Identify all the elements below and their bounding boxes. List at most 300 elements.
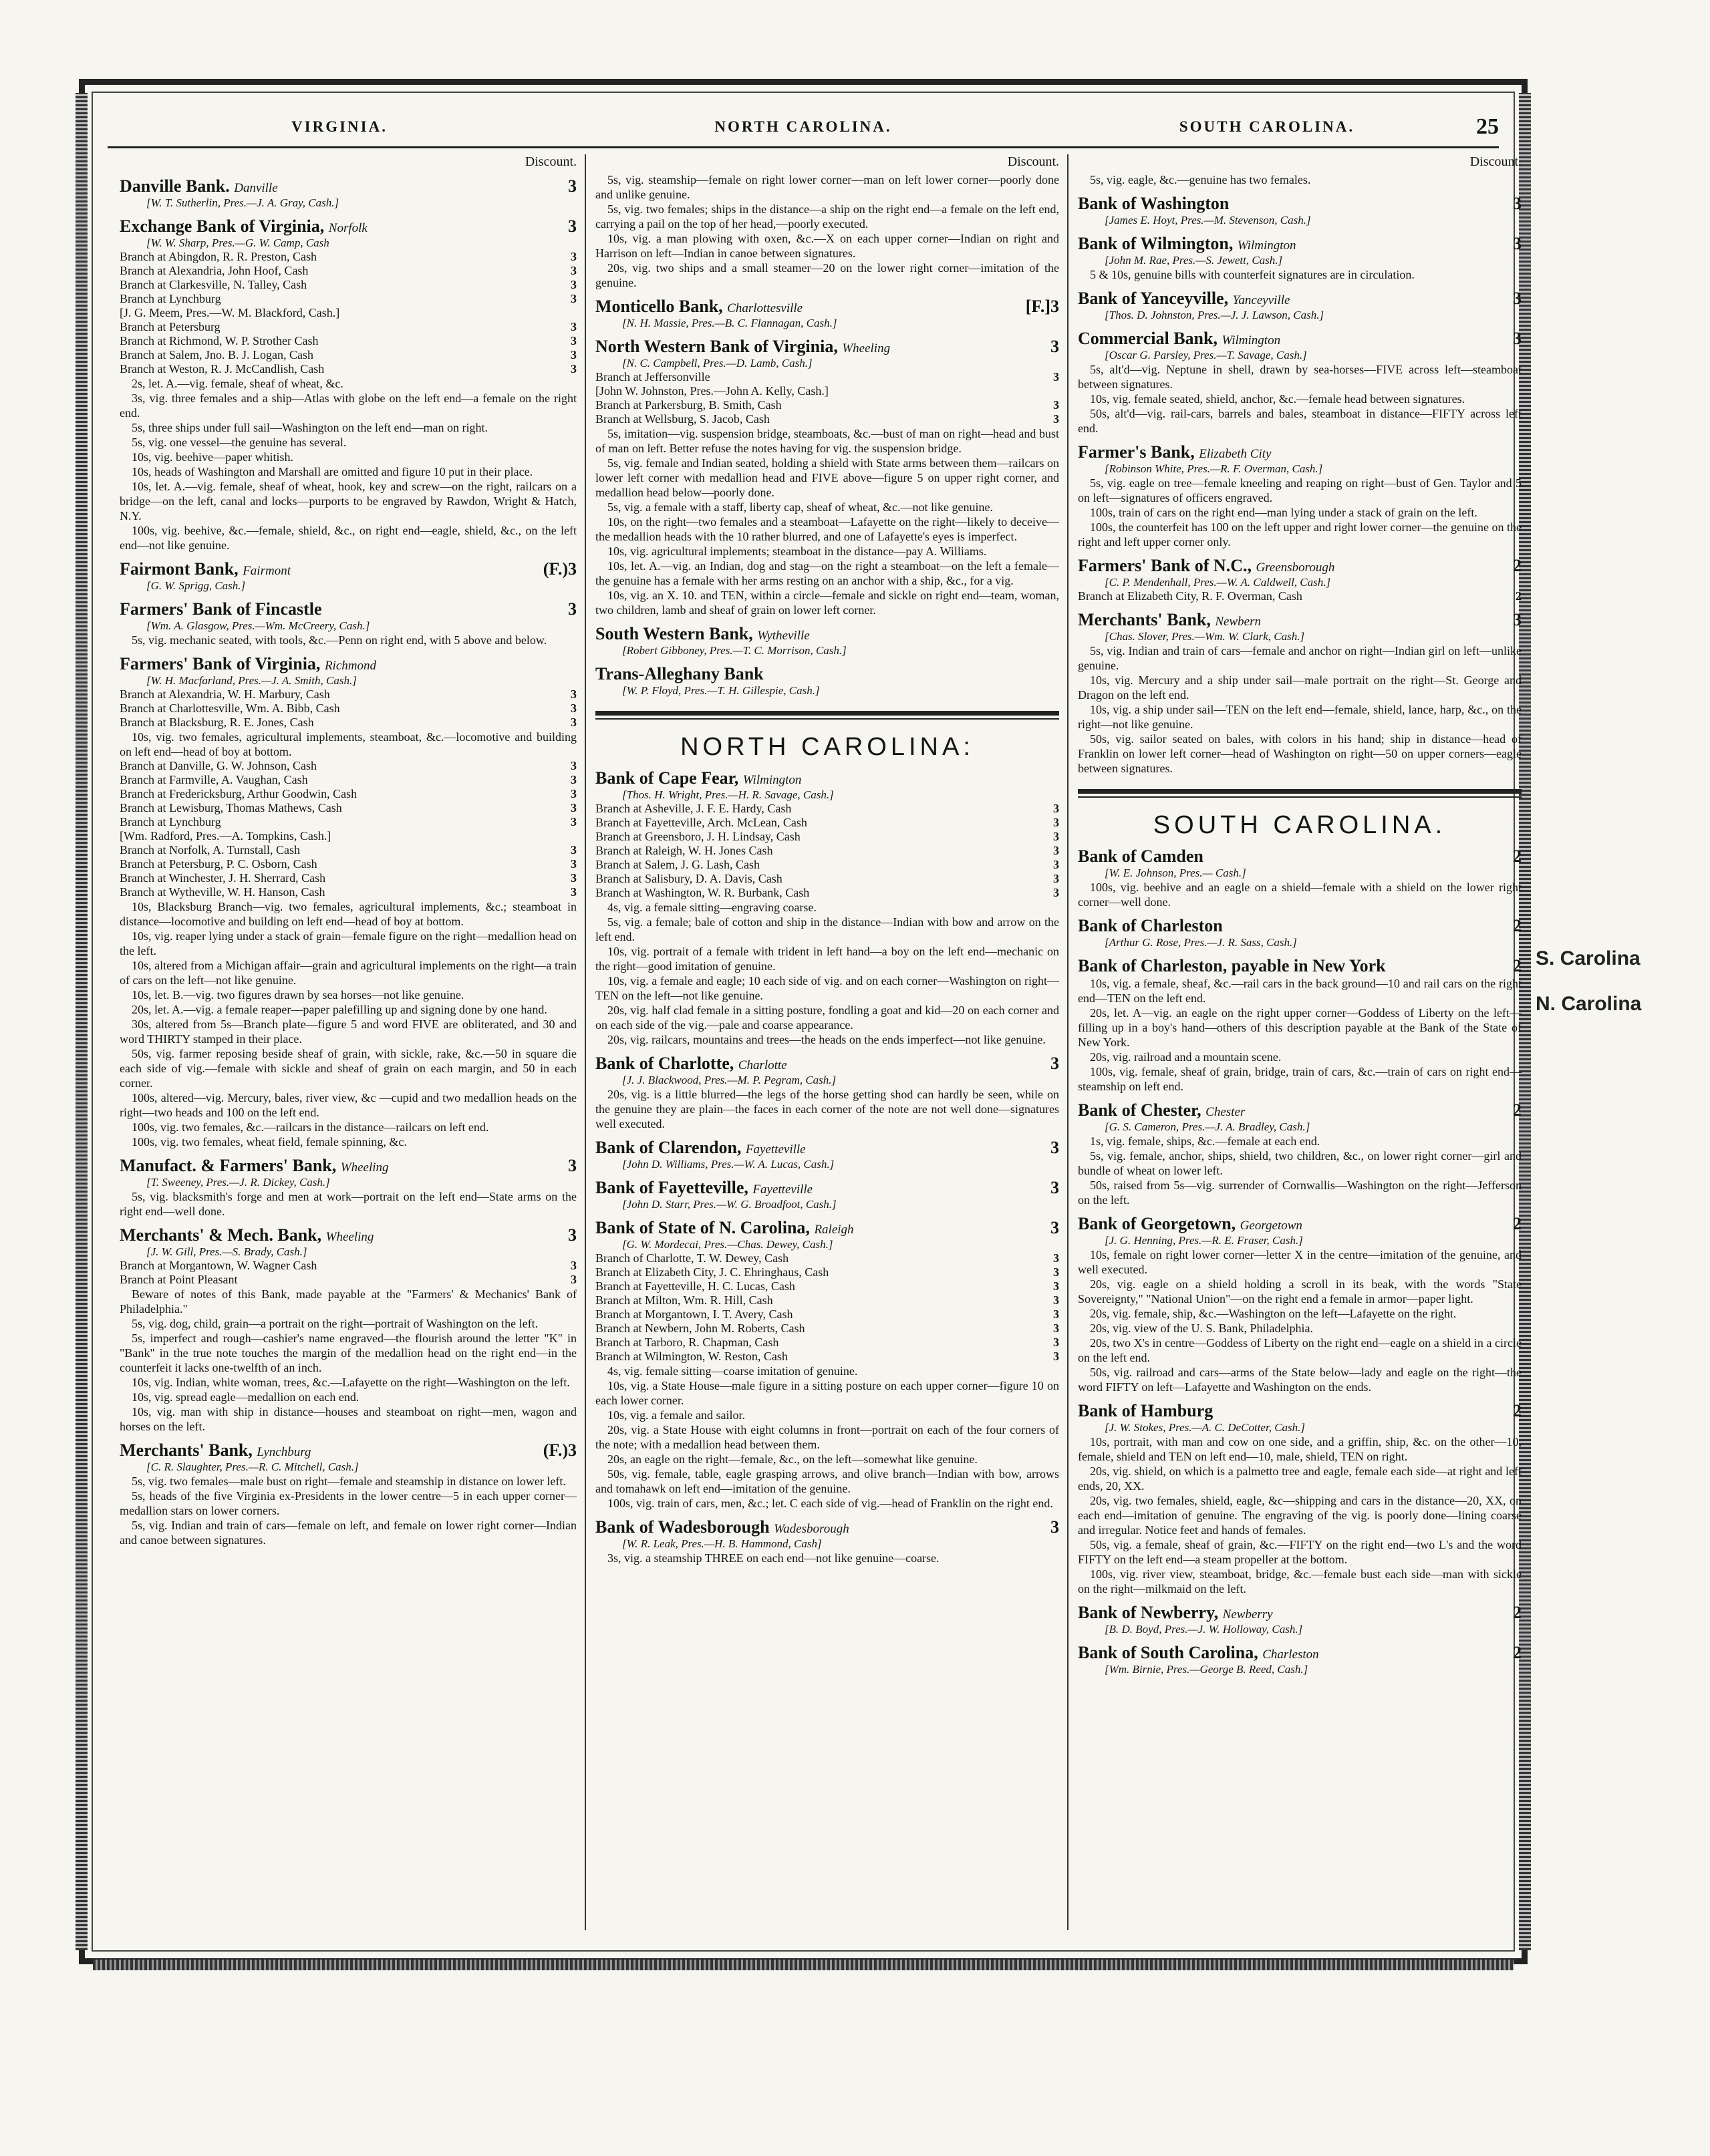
- note-entry: 100s, altered—vig. Mercury, bales, river view, &c —cupid and two medallion heads on the right—two heads and 100 on the left end.: [120, 1091, 577, 1119]
- bank-name: [595, 1054, 1059, 1074]
- bank-entry: [595, 337, 1059, 617]
- discount-rate: 3: [1513, 194, 1522, 213]
- discount-rate: 3: [1050, 1517, 1059, 1537]
- discount-rate: 3: [568, 1225, 577, 1245]
- branch-rate: 3: [571, 687, 577, 701]
- branch-row: [595, 1350, 1059, 1364]
- running-header: [108, 108, 1499, 148]
- bank-town: Wytheville: [757, 629, 810, 643]
- bank-name: [1078, 1603, 1522, 1623]
- note-entry: 100s, vig. river view, steamboat, bridge, &c.—female bust each side—man with sickle on the right—milkmaid on the left.: [1078, 1567, 1522, 1595]
- bank-list: [1078, 846, 1522, 1676]
- column-middle: [595, 154, 1059, 1930]
- branch-text: Branch at Charlottesville, Wm. A. Bibb, Cash: [120, 702, 340, 715]
- bank-officers: [C. R. Slaughter, Pres.—R. C. Mitchell, Cash.]: [146, 1460, 359, 1473]
- note-entry: Beware of notes of this Bank, made payable at the "Farmers' & Mechanics' Bank of Philadelphia.": [120, 1287, 577, 1316]
- bank-name: [595, 337, 1059, 357]
- bank-entry: [595, 1054, 1059, 1131]
- branch-text: Branch at Milton, Wm. R. Hill, Cash: [595, 1293, 773, 1307]
- branch-row: [595, 412, 1059, 426]
- bank-town: Georgetown: [1240, 1219, 1302, 1233]
- note-entry: 3s, vig. three females and a ship—Atlas with globe on the left end—a female on the right end.: [120, 392, 577, 420]
- branch-rate: 3: [571, 362, 577, 375]
- discount-label: Discount.: [525, 154, 577, 169]
- branch-text: Branch at Blacksburg, R. E. Jones, Cash: [120, 716, 314, 729]
- note-entry: 10s, heads of Washington and Marshall are omitted and figure 10 put in their place.: [132, 465, 533, 478]
- branch-rate: 3: [571, 334, 577, 347]
- discount-label: Discount.: [1469, 154, 1522, 169]
- branch-text: Branch at Danville, G. W. Johnson, Cash: [120, 759, 317, 772]
- note-entry: 10s, vig. portrait of a female with trident in left hand—a boy on the left end—mechanic on the right—good imitation of genuine.: [595, 945, 1059, 973]
- bank-name: [595, 1178, 1059, 1198]
- branch-row: [120, 857, 577, 871]
- branch-rate: 3: [571, 320, 577, 333]
- bank-officers: [N. H. Massie, Pres.—B. C. Flannagan, Cash.]: [622, 317, 837, 329]
- bank-town: Wilmington: [1222, 333, 1281, 347]
- branch-row: [595, 872, 1059, 886]
- branch-rate: 2: [1516, 589, 1522, 603]
- bank-officers: [Robinson White, Pres.—R. F. Overman, Cash.]: [1105, 462, 1323, 475]
- note-list: [1078, 172, 1522, 187]
- note-entry: 10s, vig. man with ship in distance—houses and steamboat on right—men, wagon and horses on the left.: [120, 1405, 577, 1433]
- branch-rate: 3: [571, 250, 577, 263]
- branch-text: Branch at Morgantown, W. Wagner Cash: [120, 1259, 317, 1272]
- branch-row: [595, 384, 1059, 398]
- left-ornament: [76, 93, 88, 1950]
- bank-entry: [595, 1138, 1059, 1171]
- discount-rate: 3: [568, 176, 577, 196]
- branch-text: Branch at Salisbury, D. A. Davis, Cash: [595, 872, 782, 885]
- branch-text: Branch at Fredericksburg, Arthur Goodwin, Cash: [120, 787, 358, 800]
- note-entry: 20s, two X's in centre—Goddess of Liberty on the right end—eagle on a shield in a circle on the left end.: [1078, 1336, 1522, 1364]
- bank-officers: [C. P. Mendenhall, Pres.—W. A. Caldwell, Cash.]: [1105, 576, 1331, 589]
- bank-name-text: Commercial Bank,: [1078, 329, 1218, 348]
- bank-town: Newberry: [1222, 1607, 1273, 1622]
- branch-row: [120, 773, 577, 787]
- note-entry: 5s, three ships under full sail—Washington on the left end—man on right.: [132, 421, 488, 434]
- branch-row: [120, 334, 577, 348]
- note-entry: 50s, vig. farmer reposing beside sheaf of grain, with sickle, rake, &c.—50 in square die each side of vig.—female with sickle and sheaf of grain on each margin, and 50 in each corner.: [120, 1047, 577, 1090]
- section-rule-thin: [1078, 796, 1522, 798]
- branch-text: Branch at Lynchburg: [120, 815, 221, 828]
- bank-officers: [G. W. Mordecai, Pres.—Chas. Dewey, Cash.]: [622, 1238, 833, 1251]
- branch-row: [120, 687, 577, 702]
- bank-town: Greensborough: [1256, 561, 1335, 575]
- branch-rate: 3: [571, 702, 577, 715]
- discount-rate: 2: [1513, 1401, 1522, 1420]
- note-entry: 50s, vig. female, table, eagle grasping arrows, and olive branch—Indian with bow, arrows and tomahawk on left end—imitation of the genuine.: [595, 1467, 1059, 1495]
- note-entry: 4s, vig. a female sitting—engraving coarse.: [607, 901, 817, 914]
- bank-officers: [John D. Williams, Pres.—W. A. Lucas, Cash.]: [622, 1158, 835, 1171]
- bank-town: Danville: [234, 181, 278, 195]
- bank-entry: [120, 599, 577, 647]
- branch-rate: 3: [571, 1273, 577, 1286]
- branch-rate: 3: [1053, 412, 1059, 426]
- bank-name-text: Exchange Bank of Virginia,: [120, 216, 325, 236]
- note-entry: 5s, vig. two females—male bust on right—female and steamship in distance on lower left.: [132, 1475, 566, 1488]
- branch-text: Branch at Lewisburg, Thomas Mathews, Cash: [120, 801, 342, 814]
- branch-row: [595, 1293, 1059, 1307]
- bank-entry: [1078, 442, 1522, 549]
- note-entry: 100s, vig. two females, wheat field, female spinning, &c.: [132, 1135, 407, 1148]
- branch-rate: 3: [1053, 1336, 1059, 1349]
- branch-rate: 3: [571, 857, 577, 871]
- branch-row: [595, 1279, 1059, 1293]
- branch-text: Branch at Wytheville, W. H. Hanson, Cash: [120, 885, 325, 899]
- branch-text: [John W. Johnston, Pres.—John A. Kelly, Cash.]: [595, 384, 829, 398]
- branch-row: [120, 829, 577, 843]
- bank-name-text: Farmers' Bank of Virginia,: [120, 654, 321, 673]
- branch-row: [120, 885, 577, 899]
- branch-row: [120, 264, 577, 278]
- branch-row: [120, 702, 577, 716]
- branch-text: [J. G. Meem, Pres.—W. M. Blackford, Cash.]: [120, 306, 340, 319]
- note-entry: 20s, vig. two females, shield, eagle, &c—shipping and cars in the distance—20, XX, on each end—imitation of genuine. The engraving of the vig. is poorly done—lining coarse and irregular. Notice feet and hands of females.: [1078, 1494, 1522, 1537]
- branch-rate: 3: [571, 885, 577, 899]
- discount-rate: 2: [1513, 556, 1522, 575]
- note-entry: 10s, female on right lower corner—letter X in the centre—imitation of the genuine, and well executed.: [1078, 1248, 1522, 1276]
- note-entry: 10s, vig. Mercury and a ship under sail—male portrait on the right—St. George and Dragon on the left end.: [1078, 673, 1522, 702]
- discount-rate: 3: [1050, 1138, 1059, 1157]
- branch-rate: 3: [1053, 816, 1059, 829]
- bank-name-text: Bank of Camden: [1078, 846, 1203, 866]
- note-entry: 5s, vig. Indian and train of cars—female on left, and female on lower right corner—Indian and canoe between signatures.: [120, 1519, 577, 1547]
- note-entry: 100s, vig. train of cars, men, &c.; let. C each side of vig.—head of Franklin on the right end.: [607, 1497, 1053, 1510]
- branch-rate: 3: [1053, 858, 1059, 871]
- bank-name-text: Trans-Alleghany Bank: [595, 664, 764, 683]
- branch-text: Branch at Weston, R. J. McCandlish, Cash: [120, 362, 325, 375]
- note-entry: 100s, vig. female, sheaf of grain, bridge, train of cars, &c.—train of cars on right end—steamship on left end.: [1078, 1065, 1522, 1093]
- bank-town: Yanceyville: [1232, 293, 1290, 307]
- branch-text: Branch at Morgantown, I. T. Avery, Cash: [595, 1307, 793, 1321]
- note-entry: 20s, vig. shield, on which is a palmetto tree and eagle, female each side—at right and left ends, 20, XX.: [1078, 1465, 1522, 1493]
- bank-name-text: Bank of Washington: [1078, 194, 1230, 213]
- bank-officers: [Wm. A. Glasgow, Pres.—Wm. McCreery, Cash.]: [146, 619, 370, 632]
- header-left: VIRGINIA.: [291, 118, 388, 135]
- bank-officers: [W. R. Leak, Pres.—H. B. Hammond, Cash]: [622, 1537, 822, 1550]
- note-entry: 20s, vig. half clad female in a sitting posture, fondling a goat and kid—20 on each corner and on each side of the vig.—pale and coarse appearance.: [595, 1004, 1059, 1032]
- bank-name-text: Fairmont Bank,: [120, 559, 239, 579]
- bank-officers: [J. W. Gill, Pres.—S. Brady, Cash.]: [146, 1245, 307, 1258]
- note-entry: 10s, vig. a female, sheaf, &c.—rail cars in the back ground—10 and rail cars on the right end—TEN on the left end.: [1078, 977, 1522, 1005]
- branch-rate: 3: [1053, 872, 1059, 885]
- section-rule: [595, 711, 1059, 716]
- note-entry: 10s, vig. spread eagle—medallion on each end.: [132, 1390, 360, 1404]
- discount-rate: 3: [1513, 234, 1522, 253]
- bank-name: [1078, 1214, 1522, 1234]
- bank-entry: [1078, 289, 1522, 322]
- bank-name: [1078, 916, 1522, 936]
- bank-name-text: Bank of Georgetown,: [1078, 1214, 1236, 1233]
- bank-name-text: Bank of Wadesborough: [595, 1517, 770, 1537]
- branch-text: Branch at Wilmington, W. Reston, Cash: [595, 1350, 788, 1363]
- bank-entry: [120, 559, 577, 593]
- bank-entry: [595, 1178, 1059, 1211]
- note-entry: 2s, let. A.—vig. female, sheaf of wheat, &c.: [132, 377, 343, 390]
- note-entry: 10s, vig. a man plowing with oxen, &c.—X on each upper corner—Indian on right and Harrison on left—Indian in canoe between signatures.: [595, 232, 1059, 260]
- bank-officers: [James E. Hoyt, Pres.—M. Stevenson, Cash.]: [1105, 214, 1311, 226]
- branch-row: [595, 858, 1059, 872]
- branch-text: Branch at Salem, J. G. Lash, Cash: [595, 858, 760, 871]
- note-entry: 10s, vig. an X. 10. and TEN, within a circle—female and sickle on right end—team, woman, two children, lamb and sheaf of grain on lower left corner.: [595, 589, 1059, 617]
- bank-officers: [W. W. Sharp, Pres.—G. W. Camp, Cash: [146, 237, 329, 249]
- branch-text: Branch at Petersburg, P. C. Osborn, Cash: [120, 857, 317, 871]
- bank-entry: [1078, 846, 1522, 909]
- branch-rate: 3: [571, 278, 577, 291]
- branch-rate: 3: [571, 292, 577, 305]
- branch-row: [120, 1259, 577, 1273]
- branch-rate: 3: [1053, 1265, 1059, 1279]
- branch-rate: 3: [571, 264, 577, 277]
- branch-text: Branch at Greensboro, J. H. Lindsay, Cash: [595, 830, 801, 843]
- column-rule: [585, 154, 586, 1930]
- branch-rate: 3: [1053, 1350, 1059, 1363]
- section-rule: [1078, 789, 1522, 794]
- note-entry: 10s, on the right—two females and a steamboat—Lafayette on the right—likely to deceive—the medallion heads with the 10 rather blurred, and one of Lafayette's eyes is imperfect.: [595, 515, 1059, 543]
- branch-text: Branch at Winchester, J. H. Sherrard, Cash: [120, 871, 326, 885]
- bank-entry: [1078, 916, 1522, 949]
- bank-name: [120, 599, 577, 619]
- note-entry: 100s, train of cars on the right end—man lying under a stack of grain on the left.: [1090, 506, 1477, 519]
- discount-rate: 2: [1513, 956, 1522, 975]
- note-entry: 5s, vig. female, anchor, ships, shield, two children, &c., on lower right corner—girl and bundle of wheat on lower left.: [1078, 1149, 1522, 1177]
- branch-rate: 3: [571, 1259, 577, 1272]
- note-entry: 5s, vig. steamship—female on right lower corner—man on left lower corner—poorly done and unlike genuine.: [595, 173, 1059, 201]
- branch-row: [120, 815, 577, 829]
- bank-list: [595, 768, 1059, 1565]
- discount-rate: 3: [1513, 329, 1522, 348]
- bank-name-text: Farmers' Bank of N.C.,: [1078, 556, 1252, 575]
- bank-name: [595, 624, 1059, 644]
- note-entry: 50s, raised from 5s—vig. surrender of Cornwallis—Washington on the right—Jefferson on the left.: [1078, 1179, 1522, 1207]
- bank-officers: [W. H. Macfarland, Pres.—J. A. Smith, Cash.]: [146, 674, 357, 687]
- bank-officers: [B. D. Boyd, Pres.—J. W. Holloway, Cash.]: [1105, 1623, 1303, 1636]
- note-entry: 10s, vig. a ship under sail—TEN on the left end—female, shield, lance, harp, &c., on the right—not like genuine.: [1078, 703, 1522, 731]
- branch-row: [120, 348, 577, 362]
- bank-name-text: Manufact. & Farmers' Bank,: [120, 1156, 337, 1175]
- note-list: [595, 172, 1059, 290]
- bank-list: [595, 297, 1059, 698]
- branch-text: Branch of Charlotte, T. W. Dewey, Cash: [595, 1251, 789, 1265]
- branch-row: [595, 1251, 1059, 1265]
- bank-name-text: Bank of Hamburg: [1078, 1401, 1214, 1420]
- branch-rate: 3: [1053, 844, 1059, 857]
- bank-town: Chester: [1205, 1105, 1246, 1119]
- branch-rate: 3: [1053, 370, 1059, 383]
- discount-rate: 2: [1513, 916, 1522, 935]
- bank-entry: [120, 654, 577, 1149]
- branch-text: Branch at Abingdon, R. R. Preston, Cash: [120, 250, 317, 263]
- bank-list: [1078, 194, 1522, 776]
- discount-rate: 2: [1513, 1214, 1522, 1233]
- bank-name-text: Bank of State of N. Carolina,: [595, 1218, 810, 1237]
- branch-text: Branch at Elizabeth City, J. C. Ehringhaus, Cash: [595, 1265, 829, 1279]
- discount-rate: 3: [568, 1156, 577, 1175]
- bank-name: [1078, 194, 1522, 214]
- bank-town: Wheeling: [325, 1230, 374, 1244]
- margin-label-n-carolina: N. Carolina: [1536, 993, 1642, 1015]
- branch-row: [1078, 589, 1522, 603]
- bank-officers: [Wm. Birnie, Pres.—George B. Reed, Cash.]: [1105, 1663, 1308, 1676]
- bank-town: Lynchburg: [257, 1445, 311, 1459]
- bank-entry: [1078, 1401, 1522, 1596]
- bank-name: [1078, 556, 1522, 576]
- note-entry: 1s, vig. female, ships, &c.—female at each end.: [1090, 1134, 1320, 1148]
- branch-text: Branch at Elizabeth City, R. F. Overman, Cash: [1078, 589, 1302, 603]
- bank-name-text: Merchants' Bank,: [1078, 610, 1211, 629]
- branch-row: [120, 1273, 577, 1287]
- bank-entry: [120, 176, 577, 210]
- bank-name: [120, 216, 577, 237]
- note-entry: 50s, vig. railroad and cars—arms of the State below—lady and eagle on the right—the word FIFTY on left—Lafayette and Washington on the ends.: [1078, 1366, 1522, 1394]
- bank-entry: [1078, 1100, 1522, 1207]
- note-entry: 30s, altered from 5s—Branch plate—figure 5 and word FIVE are obliterated, and 30 and word THIRTY stamped in their place.: [120, 1018, 577, 1046]
- note-entry: 100s, vig. beehive, &c.—female, shield, &c., on right end—eagle, shield, &c., on the left end—not like genuine.: [120, 524, 577, 552]
- branch-row: [595, 370, 1059, 384]
- branch-rate: 3: [1053, 1322, 1059, 1335]
- branch-text: Branch at Parkersburg, B. Smith, Cash: [595, 398, 782, 412]
- branch-rate: 3: [1053, 802, 1059, 815]
- bank-entry: [1078, 1214, 1522, 1394]
- bank-name: [120, 1440, 577, 1460]
- bank-name-text: Bank of Yanceyville,: [1078, 289, 1229, 308]
- branch-rate: 3: [1053, 1251, 1059, 1265]
- bank-officers: [T. Sweeney, Pres.—J. R. Dickey, Cash.]: [146, 1176, 330, 1189]
- bank-entry: [120, 1440, 577, 1547]
- bank-name-text: Bank of Chester,: [1078, 1100, 1201, 1120]
- note-entry: 50s, alt'd—vig. rail-cars, barrels and bales, steamboat in distance—FIFTY across left end.: [1078, 407, 1522, 435]
- bank-name: [1078, 610, 1522, 630]
- discount-rate: 3: [568, 216, 577, 236]
- bank-entry: [1078, 234, 1522, 282]
- branch-text: Branch at Salem, Jno. B. J. Logan, Cash: [120, 348, 313, 361]
- bank-entry: [595, 297, 1059, 330]
- bank-town: Wilmington: [742, 773, 802, 787]
- note-entry: 20s, an eagle on the right—female, &c., on the left—somewhat like genuine.: [607, 1452, 978, 1466]
- page-frame: [79, 79, 1528, 1964]
- note-entry: 10s, portrait, with man and cow on one side, and a griffin, ship, &c. on the other—10, female, shield and TEN on left end—10, male, shield, TEN on right.: [1078, 1435, 1522, 1463]
- bank-name: [595, 1138, 1059, 1158]
- bank-officers: [Arthur G. Rose, Pres.—J. R. Sass, Cash.]: [1105, 936, 1297, 949]
- bank-name: [1078, 329, 1522, 349]
- bank-entry: [1078, 1603, 1522, 1636]
- note-entry: 20s, let. A—vig. an eagle on the right upper corner—Goddess of Liberty on the left—filling up in a boy's hand—others of this description payable at the Bank of the State of New York.: [1078, 1006, 1522, 1049]
- bank-entry: [595, 1218, 1059, 1511]
- note-entry: 20s, vig. a State House with eight columns in front—portrait on each of the four corners of the note; with a medallion head between them.: [595, 1423, 1059, 1451]
- discount-rate: [F.]3: [1025, 297, 1059, 316]
- branch-text: Branch at Fayetteville, H. C. Lucas, Cash: [595, 1279, 795, 1293]
- branch-row: [595, 1336, 1059, 1350]
- branch-rate: 3: [571, 348, 577, 361]
- bank-town: Elizabeth City: [1199, 447, 1272, 461]
- bank-name-text: Bank of Charleston: [1078, 916, 1223, 935]
- bank-name: [120, 559, 577, 579]
- branch-row: [595, 844, 1059, 858]
- note-entry: 100s, vig. beehive and an eagle on a shield—female with a shield on the lower right corner—well done.: [1078, 881, 1522, 909]
- bank-officers: [Robert Gibboney, Pres.—T. C. Morrison, Cash.]: [622, 644, 847, 657]
- note-entry: 5s, vig. mechanic seated, with tools, &c.—Penn on right end, with 5 above and below.: [132, 633, 547, 647]
- note-entry: 5 & 10s, genuine bills with counterfeit signatures are in circulation.: [1090, 268, 1415, 281]
- branch-rate: 3: [1053, 886, 1059, 899]
- branch-rate: 3: [1053, 398, 1059, 412]
- bank-town: Charlotte: [738, 1058, 787, 1072]
- branch-row: [120, 871, 577, 885]
- bank-town: Fairmont: [243, 564, 291, 578]
- bank-town: Wadesborough: [774, 1522, 849, 1536]
- note-entry: 5s, imitation—vig. suspension bridge, steamboats, &c.—bust of man on right—head and bust of man on left. Better refuse the notes having for vig. the suspension bridge.: [595, 427, 1059, 455]
- bank-name: [595, 1218, 1059, 1238]
- discount-rate: 2: [1513, 1603, 1522, 1622]
- bank-officers: [Thos. D. Johnston, Pres.—J. J. Lawson, Cash.]: [1105, 309, 1324, 321]
- branch-row: [120, 292, 577, 306]
- bank-entry: [595, 768, 1059, 1047]
- note-entry: 5s, alt'd—vig. Neptune in shell, drawn by sea-horses—FIVE across left—steamboat between signatures.: [1078, 363, 1522, 391]
- bank-name-text: Bank of Charleston, payable in New York: [1078, 956, 1386, 975]
- discount-rate: (F.)3: [543, 1440, 577, 1460]
- branch-text: Branch at Washington, W. R. Burbank, Cash: [595, 886, 810, 899]
- discount-rate: 3: [1050, 1178, 1059, 1197]
- bank-entry: [120, 1225, 577, 1434]
- branch-text: Branch at Norfolk, A. Turnstall, Cash: [120, 843, 300, 857]
- branch-rate: 3: [1053, 830, 1059, 843]
- bank-name: [595, 297, 1059, 317]
- branch-rate: 3: [571, 773, 577, 786]
- bank-name-text: Bank of Cape Fear,: [595, 768, 739, 788]
- note-entry: 100s, the counterfeit has 100 on the left upper and right lower corner—the genuine on the right and left upper corner only.: [1078, 520, 1522, 549]
- bank-officers: [Thos. H. Wright, Pres.—H. R. Savage, Cash.]: [622, 788, 834, 801]
- bank-officers: [J. G. Henning, Pres.—R. E. Fraser, Cash.]: [1105, 1234, 1303, 1247]
- branch-row: [595, 1322, 1059, 1336]
- bank-entry: [1078, 329, 1522, 436]
- bank-town: Norfolk: [328, 221, 368, 235]
- branch-text: Branch at Newbern, John M. Roberts, Cash: [595, 1322, 805, 1335]
- branch-rate: 3: [571, 843, 577, 857]
- bank-name: [1078, 956, 1522, 976]
- branch-row: [120, 716, 577, 730]
- branch-row: [595, 886, 1059, 900]
- bank-name: [1078, 1100, 1522, 1120]
- bank-officers: [W. P. Floyd, Pres.—T. H. Gillespie, Cash.]: [622, 684, 820, 697]
- note-entry: 3s, vig. a steamship THREE on each end—not like genuine—coarse.: [607, 1551, 940, 1565]
- discount-rate: 2: [1513, 1100, 1522, 1120]
- bank-name: [1078, 234, 1522, 254]
- note-entry: 100s, vig. two females, &c.—railcars in the distance—railcars on left end.: [132, 1120, 489, 1134]
- bank-entry: [1078, 1643, 1522, 1676]
- bank-officers: [N. C. Campbell, Pres.—D. Lamb, Cash.]: [622, 357, 813, 369]
- column-rule: [1067, 154, 1068, 1930]
- branch-text: Branch at Raleigh, W. H. Jones Cash: [595, 844, 773, 857]
- bank-town: Wheeling: [340, 1161, 389, 1175]
- header-center: NORTH CAROLINA.: [714, 118, 892, 135]
- note-entry: 10s, let. B.—vig. two figures drawn by sea horses—not like genuine.: [132, 988, 464, 1002]
- section-title-north-carolina: NORTH CAROLINA:: [680, 733, 974, 761]
- bank-name: [120, 1225, 577, 1245]
- bank-name-text: South Western Bank,: [595, 624, 753, 643]
- note-entry: 20s, vig. two ships and a small steamer—20 on the lower right corner—imitation of the genuine.: [595, 261, 1059, 289]
- note-entry: 50s, vig. sailor seated on bales, with colors in his hand; ship in distance—head of Franklin on lower left corner—head of Washington on right—50 on upper corners—eagle between signatures.: [1078, 732, 1522, 775]
- bank-entry: [120, 1156, 577, 1219]
- note-entry: 5s, vig. a female; bale of cotton and ship in the distance—Indian with bow and arrow on the left end.: [595, 915, 1059, 943]
- bank-officers: [John D. Starr, Pres.—W. G. Broadfoot, Cash.]: [622, 1198, 837, 1211]
- branch-row: [120, 787, 577, 801]
- branch-text: Branch at Point Pleasant: [120, 1273, 238, 1286]
- bank-town: Newbern: [1215, 615, 1261, 629]
- branch-text: Branch at Jeffersonville: [595, 370, 710, 383]
- branch-text: Branch at Petersburg: [120, 320, 221, 333]
- branch-text: Branch at Asheville, J. F. E. Hardy, Cash: [595, 802, 792, 815]
- branch-text: [Wm. Radford, Pres.—A. Tompkins, Cash.]: [120, 829, 331, 842]
- bank-name: [1078, 846, 1522, 867]
